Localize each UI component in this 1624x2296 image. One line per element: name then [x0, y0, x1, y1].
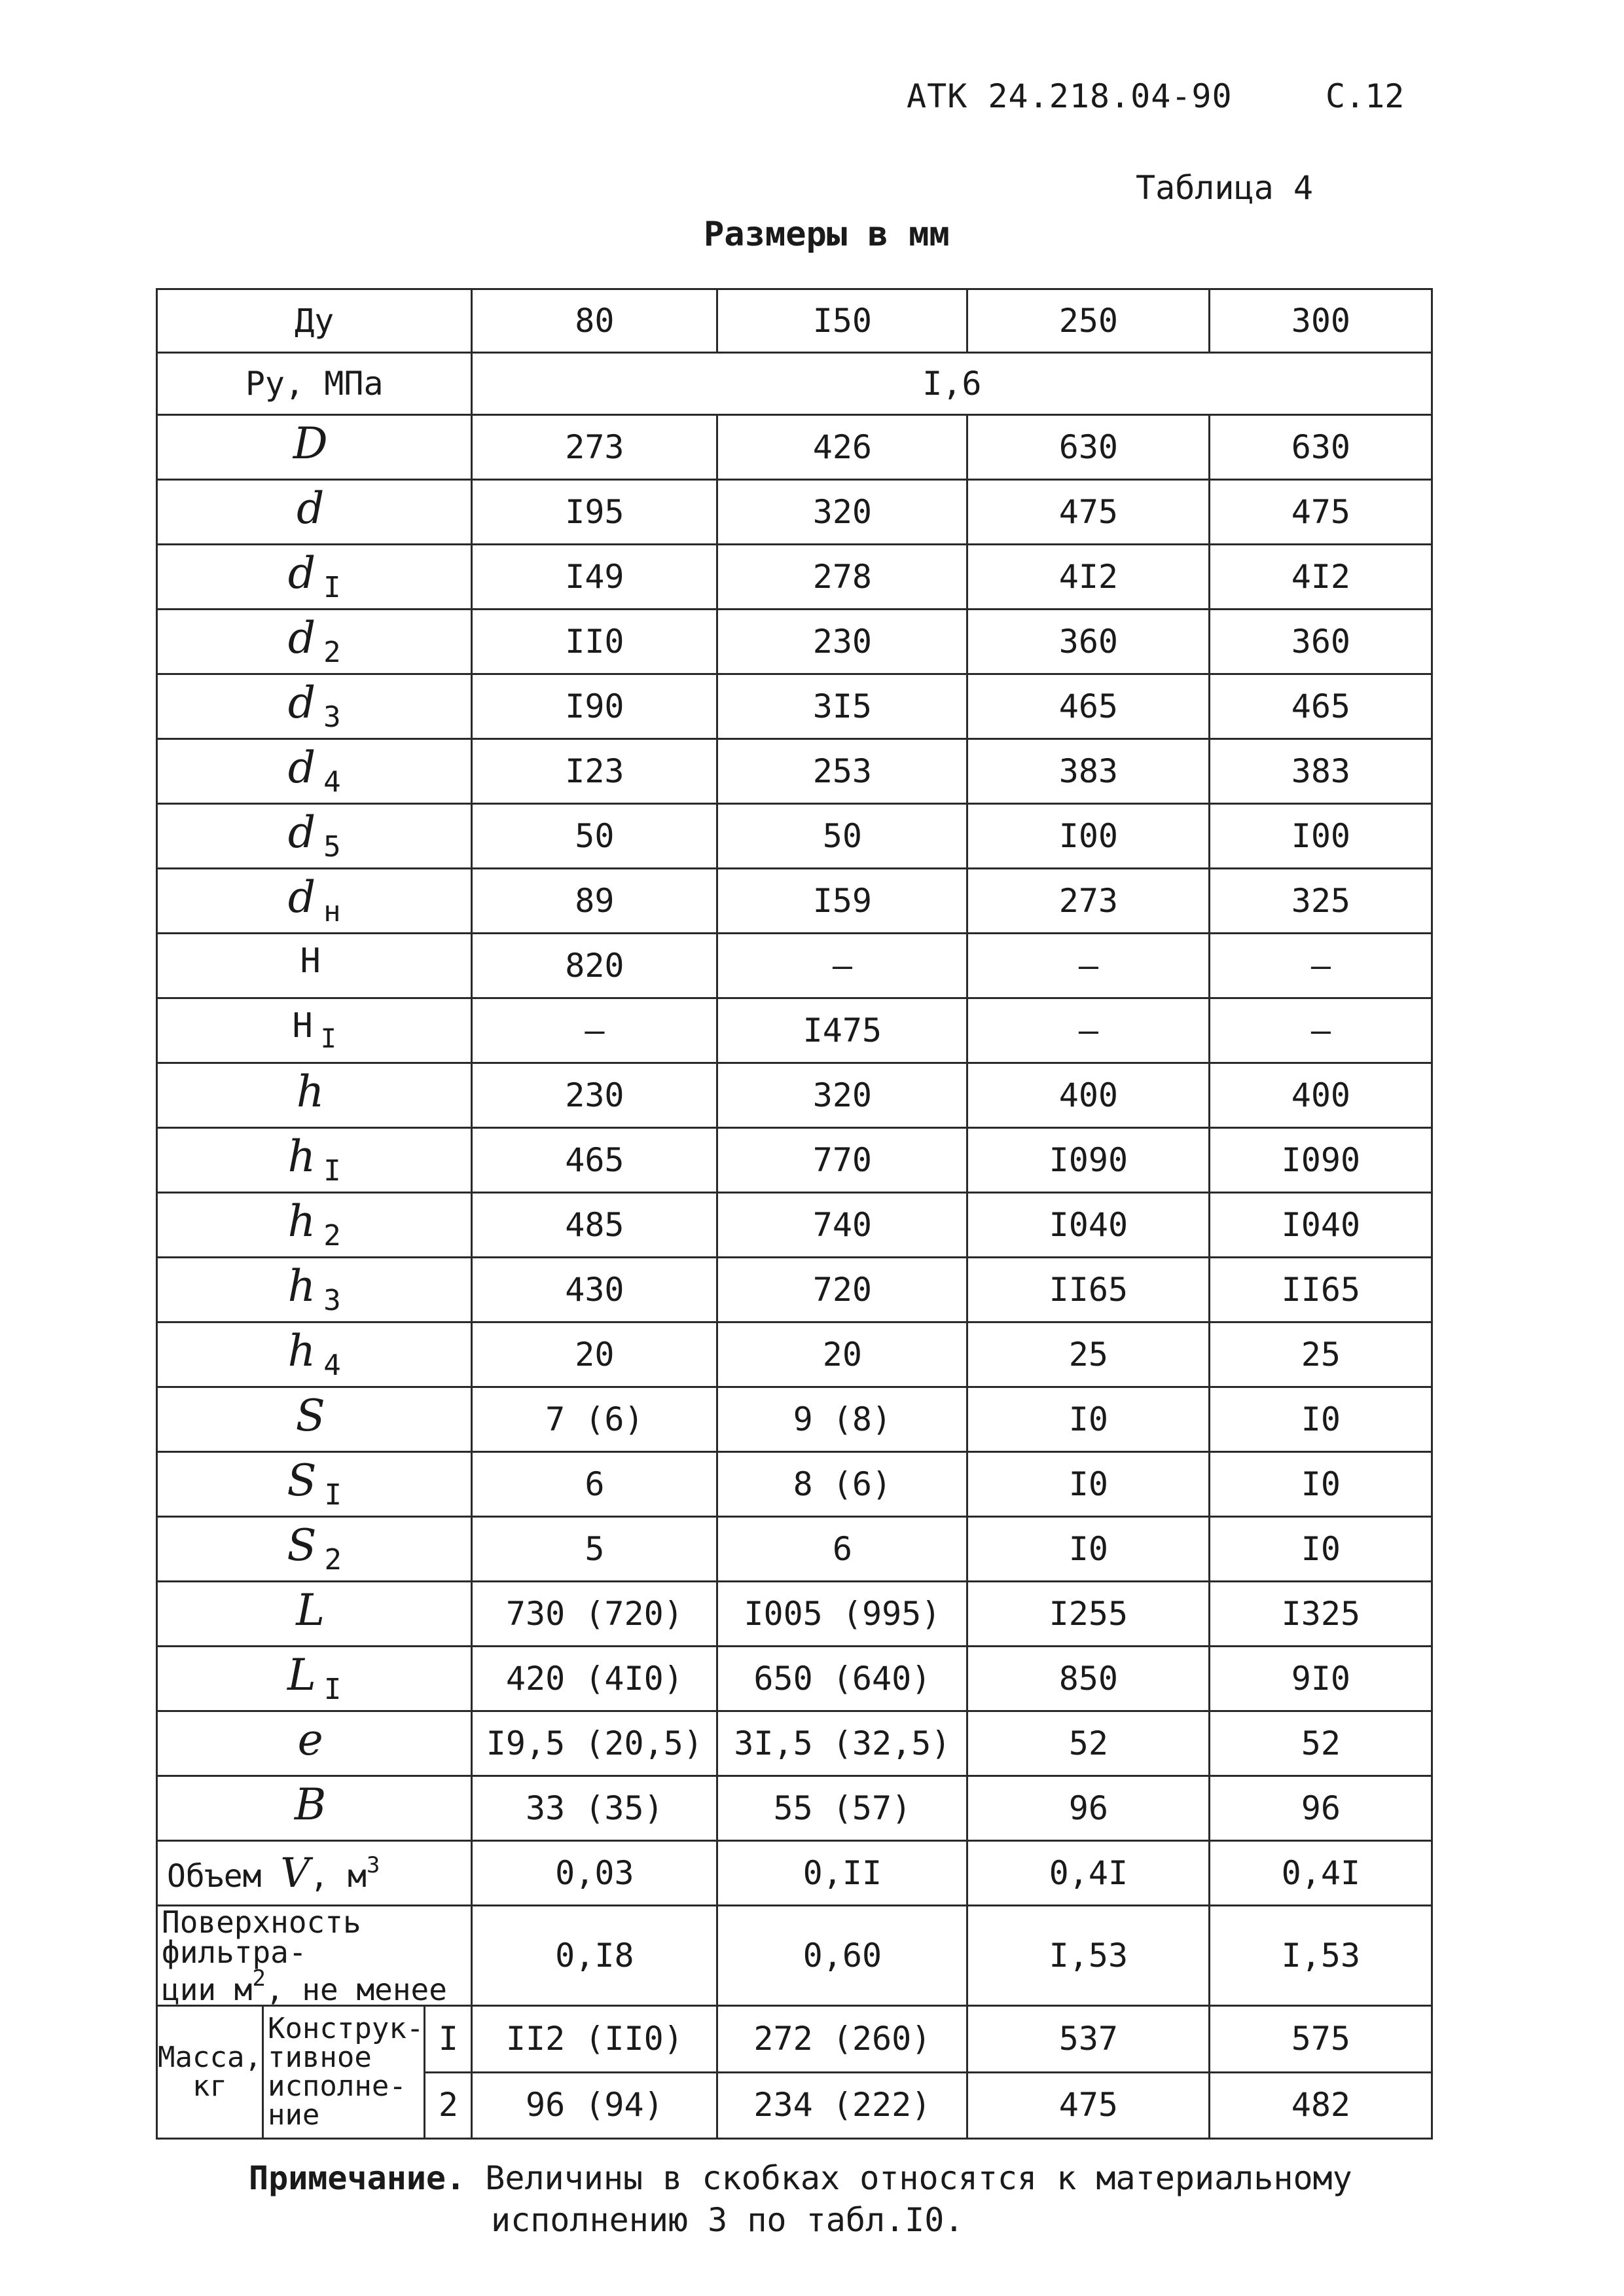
param-value: I005 (995) [717, 1582, 967, 1647]
param-value: 9I0 [1210, 1647, 1432, 1711]
mass-sublabel: Конструк- тивное исполне- ние [262, 2006, 424, 2139]
param-value: 4I2 [967, 545, 1210, 610]
param-value: I49 [472, 545, 717, 610]
param-value: II65 [967, 1258, 1210, 1322]
param-row [157, 415, 1432, 480]
param-value: 360 [967, 610, 1210, 674]
param-value: 465 [1210, 674, 1432, 739]
param-value: 230 [717, 610, 967, 674]
param-row [157, 1063, 1432, 1128]
param-value: 52 [967, 1711, 1210, 1776]
param-value: 325 [1210, 869, 1432, 934]
volume-250: 0,4I [967, 1841, 1210, 1906]
param-value: I0 [1210, 1387, 1432, 1452]
mass-2-250: 475 [967, 2072, 1210, 2139]
mass-1-80: II2 (II0) [472, 2006, 717, 2073]
mass-1-150: 272 (260) [717, 2006, 967, 2073]
mass-variant-2: 2 [425, 2072, 472, 2139]
param-row [157, 998, 1432, 1063]
param-row [157, 1193, 1432, 1258]
filter-area-label: Поверхность фильтра- ции $м^2$, не менее [157, 1906, 472, 2006]
param-value: I59 [717, 869, 967, 934]
param-value: – [1210, 934, 1432, 998]
param-value: 650 (640) [717, 1647, 967, 1711]
dimensions-table-wrap [156, 288, 1433, 2140]
param-value: I0 [1210, 1517, 1432, 1582]
param-value: 25 [1210, 1322, 1432, 1387]
param-value: 740 [717, 1193, 967, 1258]
param-value: 20 [717, 1322, 967, 1387]
param-value: 33 (35) [472, 1776, 717, 1841]
mass-row-1 [157, 2006, 1432, 2073]
volume-150: 0,II [717, 1841, 967, 1906]
col-header-du: Ду [157, 289, 472, 353]
param-value: I00 [967, 804, 1210, 869]
param-symbol: d $_3$ [157, 674, 472, 739]
param-row [157, 739, 1432, 804]
param-row [157, 1711, 1432, 1776]
param-value: 273 [472, 415, 717, 480]
param-row [157, 610, 1432, 674]
param-symbol: L $_I$ [157, 1647, 472, 1711]
param-value: – [967, 998, 1210, 1063]
mass-1-250: 537 [967, 2006, 1210, 2073]
param-value: 430 [472, 1258, 717, 1322]
pressure-label: Ру, МПа [157, 353, 472, 415]
param-symbol: B [157, 1776, 472, 1841]
param-row [157, 674, 1432, 739]
pressure-row [157, 353, 1432, 415]
param-value: I9,5 (20,5) [472, 1711, 717, 1776]
param-value: 400 [967, 1063, 1210, 1128]
param-value: 50 [472, 804, 717, 869]
param-value: II65 [1210, 1258, 1432, 1322]
param-value: I040 [967, 1193, 1210, 1258]
col-header-300: 300 [1210, 289, 1432, 353]
param-value: I95 [472, 480, 717, 545]
param-value: – [967, 934, 1210, 998]
param-symbol: d $_н$ [157, 869, 472, 934]
param-value: I090 [967, 1128, 1210, 1193]
param-value: 89 [472, 869, 717, 934]
param-value: 420 (4I0) [472, 1647, 717, 1711]
volume-row [157, 1841, 1432, 1906]
param-symbol: h [157, 1063, 472, 1128]
header-row [157, 289, 1432, 353]
table-label: Таблица 4 [1136, 169, 1313, 207]
param-value: I0 [967, 1387, 1210, 1452]
volume-label: Объем V, $м^3$ [157, 1841, 472, 1906]
param-value: 6 [717, 1517, 967, 1582]
mass-label: Масса, кг [157, 2006, 263, 2139]
param-symbol: D [157, 415, 472, 480]
param-value: 630 [967, 415, 1210, 480]
param-value: 475 [967, 480, 1210, 545]
param-value: 770 [717, 1128, 967, 1193]
param-symbol: h $_I$ [157, 1128, 472, 1193]
param-symbol: h $_3$ [157, 1258, 472, 1322]
param-value: 720 [717, 1258, 967, 1322]
param-row [157, 804, 1432, 869]
param-symbol: d [157, 480, 472, 545]
param-value: 20 [472, 1322, 717, 1387]
param-row [157, 1517, 1432, 1582]
dimensions-table [156, 288, 1433, 2140]
param-value: 253 [717, 739, 967, 804]
param-value: 4I2 [1210, 545, 1432, 610]
param-value: 360 [1210, 610, 1432, 674]
param-value: 3I,5 (32,5) [717, 1711, 967, 1776]
param-value: 850 [967, 1647, 1210, 1711]
mass-2-150: 234 (222) [717, 2072, 967, 2139]
param-symbol: d $_4$ [157, 739, 472, 804]
param-value: I475 [717, 998, 967, 1063]
param-value: 630 [1210, 415, 1432, 480]
volume-300: 0,4I [1210, 1841, 1432, 1906]
note-line-2: исполнению 3 по табл.I0. [491, 2201, 964, 2239]
filter-area-row [157, 1906, 1432, 2006]
param-value: I0 [1210, 1452, 1432, 1517]
param-symbol: d $_2$ [157, 610, 472, 674]
param-symbol: H [157, 934, 472, 998]
param-symbol: h $_4$ [157, 1322, 472, 1387]
doc-code: АТК 24.218.04-90 [907, 77, 1233, 115]
param-symbol: d $_I$ [157, 545, 472, 610]
param-value: 320 [717, 480, 967, 545]
filter-area-300: I,53 [1210, 1906, 1432, 2006]
table-note [249, 2157, 1352, 2241]
param-value: 50 [717, 804, 967, 869]
param-value: 55 (57) [717, 1776, 967, 1841]
volume-80: 0,03 [472, 1841, 717, 1906]
param-row [157, 1387, 1432, 1452]
param-value: 383 [967, 739, 1210, 804]
param-value: 230 [472, 1063, 717, 1128]
note-lead: Примечание. [249, 2159, 466, 2197]
param-row [157, 934, 1432, 998]
param-row [157, 1582, 1432, 1647]
param-value: I00 [1210, 804, 1432, 869]
param-value: 475 [1210, 480, 1432, 545]
param-value: 730 (720) [472, 1582, 717, 1647]
note-line-1: Величины в скобках относятся к материальному [485, 2159, 1352, 2197]
param-value: 820 [472, 934, 717, 998]
col-header-250: 250 [967, 289, 1210, 353]
param-value: I040 [1210, 1193, 1432, 1258]
param-value: I090 [1210, 1128, 1432, 1193]
param-value: – [717, 934, 967, 998]
mass-2-300: 482 [1210, 2072, 1432, 2139]
param-value: I23 [472, 739, 717, 804]
filter-area-150: 0,60 [717, 1906, 967, 2006]
param-value: 25 [967, 1322, 1210, 1387]
param-value: 465 [967, 674, 1210, 739]
param-value: I0 [967, 1452, 1210, 1517]
param-value: 3I5 [717, 674, 967, 739]
col-header-80: 80 [472, 289, 717, 353]
param-value: I0 [967, 1517, 1210, 1582]
param-symbol: S [157, 1387, 472, 1452]
mass-variant-1: I [425, 2006, 472, 2073]
param-symbol: L [157, 1582, 472, 1647]
param-value: I325 [1210, 1582, 1432, 1647]
param-value: 400 [1210, 1063, 1432, 1128]
mass-1-300: 575 [1210, 2006, 1432, 2073]
param-row [157, 869, 1432, 934]
param-symbol: S $_2$ [157, 1517, 472, 1582]
param-row [157, 545, 1432, 610]
param-value: 320 [717, 1063, 967, 1128]
param-value: I255 [967, 1582, 1210, 1647]
param-value: 383 [1210, 739, 1432, 804]
param-value: – [472, 998, 717, 1063]
param-row [157, 1322, 1432, 1387]
param-value: 96 [967, 1776, 1210, 1841]
param-value: 52 [1210, 1711, 1432, 1776]
param-value: 465 [472, 1128, 717, 1193]
param-value: – [1210, 998, 1432, 1063]
param-value: 273 [967, 869, 1210, 934]
param-value: 96 [1210, 1776, 1432, 1841]
param-symbol: e [157, 1711, 472, 1776]
mass-2-80: 96 (94) [472, 2072, 717, 2139]
param-row [157, 1647, 1432, 1711]
param-value: 8 (6) [717, 1452, 967, 1517]
param-symbol: H $_I$ [157, 998, 472, 1063]
param-value: I90 [472, 674, 717, 739]
units-caption: Размеры в мм [704, 215, 950, 254]
param-value: 485 [472, 1193, 717, 1258]
param-row [157, 1776, 1432, 1841]
filter-area-250: I,53 [967, 1906, 1210, 2006]
param-row [157, 1452, 1432, 1517]
param-row [157, 480, 1432, 545]
param-value: 426 [717, 415, 967, 480]
param-row [157, 1128, 1432, 1193]
param-value: 9 (8) [717, 1387, 967, 1452]
param-symbol: h $_2$ [157, 1193, 472, 1258]
param-symbol: d $_5$ [157, 804, 472, 869]
page-number: С.12 [1326, 77, 1405, 115]
param-value: 6 [472, 1452, 717, 1517]
col-header-150: I50 [717, 289, 967, 353]
filter-area-80: 0,I8 [472, 1906, 717, 2006]
param-value: 278 [717, 545, 967, 610]
param-row [157, 1258, 1432, 1322]
param-value: 5 [472, 1517, 717, 1582]
param-symbol: S $_I$ [157, 1452, 472, 1517]
param-value: II0 [472, 610, 717, 674]
pressure-value: I,6 [472, 353, 1432, 415]
param-value: 7 (6) [472, 1387, 717, 1452]
